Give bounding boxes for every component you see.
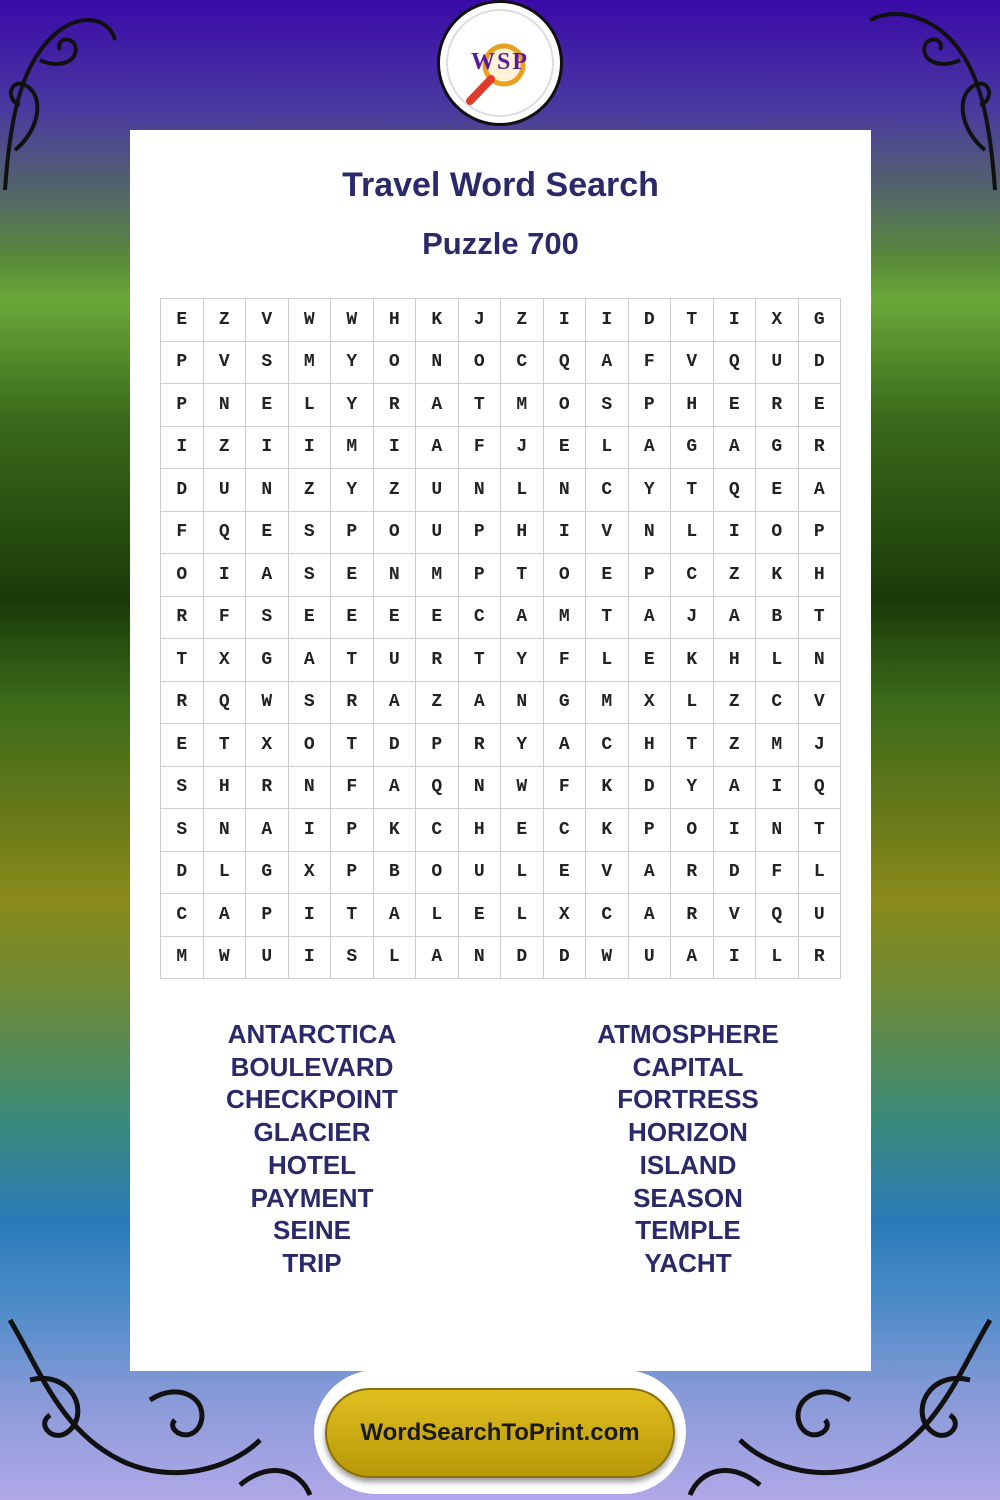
grid-cell[interactable]: A — [714, 767, 757, 810]
logo-letters: WSP — [470, 49, 529, 75]
grid-cell[interactable]: B — [756, 597, 799, 640]
grid-cell[interactable]: K — [374, 809, 417, 852]
grid-cell[interactable]: Y — [671, 767, 714, 810]
grid-cell[interactable]: E — [501, 809, 544, 852]
word-list-item: HORIZON — [628, 1117, 748, 1148]
grid-cell[interactable]: W — [204, 937, 247, 980]
grid-cell[interactable]: M — [416, 554, 459, 597]
grid-cell[interactable]: A — [714, 597, 757, 640]
grid-cell[interactable]: R — [671, 894, 714, 937]
grid-cell[interactable]: F — [459, 427, 502, 470]
grid-cell[interactable]: H — [459, 809, 502, 852]
grid-cell[interactable]: A — [374, 767, 417, 810]
grid-cell[interactable]: Z — [714, 724, 757, 767]
grid-cell[interactable]: N — [204, 384, 247, 427]
grid-cell[interactable]: O — [161, 554, 204, 597]
grid-cell[interactable]: V — [204, 342, 247, 385]
grid-cell[interactable]: N — [204, 809, 247, 852]
grid-cell[interactable]: H — [374, 299, 417, 342]
grid-cell[interactable]: U — [459, 852, 502, 895]
word-list-right — [538, 1018, 838, 1280]
puzzle-panel — [130, 130, 871, 1371]
grid-cell[interactable]: T — [799, 597, 842, 640]
grid-cell[interactable]: O — [416, 852, 459, 895]
grid-cell[interactable]: F — [629, 342, 672, 385]
grid-cell[interactable]: U — [799, 894, 842, 937]
grid-cell[interactable]: W — [586, 937, 629, 980]
grid-cell[interactable]: P — [331, 852, 374, 895]
grid-cell[interactable]: F — [161, 512, 204, 555]
grid-cell[interactable]: E — [289, 597, 332, 640]
grid-cell[interactable]: M — [289, 342, 332, 385]
grid-cell[interactable]: E — [161, 299, 204, 342]
grid-cell[interactable]: A — [629, 894, 672, 937]
grid-cell[interactable]: R — [671, 852, 714, 895]
grid-cell[interactable]: Q — [756, 894, 799, 937]
corner-ornament-top-left — [0, 0, 130, 200]
grid-cell[interactable]: L — [586, 639, 629, 682]
grid-cell[interactable]: T — [671, 724, 714, 767]
grid-cell[interactable]: K — [586, 809, 629, 852]
grid-cell[interactable]: T — [331, 724, 374, 767]
grid-cell[interactable]: P — [331, 512, 374, 555]
grid-cell[interactable]: A — [629, 427, 672, 470]
grid-cell[interactable]: J — [501, 427, 544, 470]
grid-cell[interactable]: L — [671, 512, 714, 555]
grid-cell[interactable]: R — [161, 682, 204, 725]
grid-cell[interactable]: C — [161, 894, 204, 937]
grid-cell[interactable]: E — [544, 427, 587, 470]
grid-cell[interactable]: G — [799, 299, 842, 342]
grid-cell[interactable]: R — [799, 427, 842, 470]
grid-cell[interactable]: A — [416, 937, 459, 980]
grid-cell[interactable]: U — [204, 469, 247, 512]
grid-cell[interactable]: D — [544, 937, 587, 980]
grid-cell[interactable]: X — [629, 682, 672, 725]
grid-cell[interactable]: R — [331, 682, 374, 725]
grid-cell[interactable]: Q — [416, 767, 459, 810]
grid-cell[interactable]: T — [161, 639, 204, 682]
grid-cell[interactable]: I — [289, 809, 332, 852]
grid-cell[interactable]: U — [416, 469, 459, 512]
grid-cell[interactable]: L — [671, 682, 714, 725]
grid-cell[interactable]: R — [459, 724, 502, 767]
grid-cell[interactable]: A — [544, 724, 587, 767]
grid-cell[interactable]: W — [331, 299, 374, 342]
grid-cell[interactable]: Y — [331, 342, 374, 385]
grid-cell[interactable]: X — [544, 894, 587, 937]
grid-cell[interactable]: I — [204, 554, 247, 597]
grid-cell[interactable]: K — [671, 639, 714, 682]
grid-cell[interactable]: O — [374, 512, 417, 555]
grid-cell[interactable]: C — [586, 469, 629, 512]
grid-cell[interactable]: L — [204, 852, 247, 895]
grid-cell[interactable]: U — [374, 639, 417, 682]
grid-cell[interactable]: L — [756, 639, 799, 682]
grid-cell[interactable]: K — [416, 299, 459, 342]
grid-cell[interactable]: X — [204, 639, 247, 682]
grid-cell[interactable]: T — [671, 469, 714, 512]
grid-cell[interactable]: R — [756, 384, 799, 427]
grid-cell[interactable]: I — [586, 299, 629, 342]
page-title: Travel Word Search — [342, 166, 659, 204]
letter-grid — [160, 298, 841, 979]
grid-cell[interactable]: P — [629, 809, 672, 852]
grid-cell[interactable]: O — [544, 554, 587, 597]
word-list-left — [162, 1018, 462, 1280]
site-logo[interactable] — [437, 0, 563, 126]
grid-cell[interactable]: Y — [331, 384, 374, 427]
word-list-item: SEASON — [633, 1182, 743, 1213]
grid-cell[interactable]: Z — [289, 469, 332, 512]
grid-cell[interactable]: A — [374, 894, 417, 937]
grid-cell[interactable]: R — [799, 937, 842, 980]
grid-cell[interactable]: O — [289, 724, 332, 767]
word-list-item: ISLAND — [639, 1149, 737, 1180]
grid-cell[interactable]: V — [586, 512, 629, 555]
grid-cell[interactable]: D — [161, 852, 204, 895]
grid-cell[interactable]: O — [374, 342, 417, 385]
grid-cell[interactable]: T — [459, 384, 502, 427]
grid-cell[interactable]: F — [756, 852, 799, 895]
grid-cell[interactable]: K — [756, 554, 799, 597]
grid-cell[interactable]: P — [459, 554, 502, 597]
grid-cell[interactable]: N — [756, 809, 799, 852]
grid-cell[interactable]: C — [671, 554, 714, 597]
grid-cell[interactable]: M — [161, 937, 204, 980]
grid-cell[interactable]: W — [501, 767, 544, 810]
grid-cell[interactable]: G — [756, 427, 799, 470]
word-list-item: GLACIER — [253, 1117, 371, 1148]
grid-cell[interactable]: I — [161, 427, 204, 470]
grid-cell[interactable]: U — [246, 937, 289, 980]
grid-cell[interactable]: S — [161, 809, 204, 852]
grid-cell[interactable]: I — [289, 427, 332, 470]
grid-cell[interactable]: N — [799, 639, 842, 682]
grid-cell[interactable]: N — [416, 342, 459, 385]
grid-cell[interactable]: S — [161, 767, 204, 810]
grid-cell[interactable]: A — [671, 937, 714, 980]
grid-cell[interactable]: A — [629, 852, 672, 895]
grid-cell[interactable]: Z — [204, 299, 247, 342]
grid-cell[interactable]: E — [161, 724, 204, 767]
grid-cell[interactable]: T — [501, 554, 544, 597]
grid-cell[interactable]: S — [289, 512, 332, 555]
grid-cell[interactable]: O — [459, 342, 502, 385]
grid-cell[interactable]: F — [331, 767, 374, 810]
grid-cell[interactable]: C — [544, 809, 587, 852]
grid-cell[interactable]: A — [586, 342, 629, 385]
grid-cell[interactable]: T — [799, 809, 842, 852]
word-list-item: FORTRESS — [617, 1084, 759, 1115]
grid-cell[interactable]: N — [246, 469, 289, 512]
grid-cell[interactable]: O — [756, 512, 799, 555]
grid-cell[interactable]: E — [714, 384, 757, 427]
grid-cell[interactable]: I — [374, 427, 417, 470]
grid-cell[interactable]: U — [416, 512, 459, 555]
grid-cell[interactable]: Y — [629, 469, 672, 512]
grid-cell[interactable]: I — [714, 809, 757, 852]
grid-cell[interactable]: S — [289, 682, 332, 725]
grid-cell[interactable]: I — [714, 937, 757, 980]
grid-cell[interactable]: I — [544, 299, 587, 342]
grid-cell[interactable]: R — [374, 384, 417, 427]
grid-cell[interactable]: G — [246, 852, 289, 895]
grid-cell[interactable]: A — [501, 597, 544, 640]
grid-cell[interactable]: D — [501, 937, 544, 980]
grid-cell[interactable]: E — [246, 512, 289, 555]
grid-cell[interactable]: I — [289, 894, 332, 937]
grid-cell[interactable]: E — [331, 597, 374, 640]
grid-cell[interactable]: T — [204, 724, 247, 767]
grid-cell[interactable]: Q — [714, 469, 757, 512]
grid-cell[interactable]: E — [799, 384, 842, 427]
grid-cell[interactable]: L — [416, 894, 459, 937]
grid-cell[interactable]: Y — [501, 724, 544, 767]
grid-cell[interactable]: A — [246, 554, 289, 597]
grid-cell[interactable]: H — [799, 554, 842, 597]
grid-cell[interactable]: A — [714, 427, 757, 470]
word-list-item: PAYMENT — [250, 1182, 374, 1213]
grid-cell[interactable]: G — [544, 682, 587, 725]
grid-cell[interactable]: S — [246, 342, 289, 385]
grid-cell[interactable]: P — [416, 724, 459, 767]
grid-cell[interactable]: Z — [714, 554, 757, 597]
grid-cell[interactable]: K — [586, 767, 629, 810]
grid-cell[interactable]: C — [756, 682, 799, 725]
word-list-item: HOTEL — [267, 1149, 357, 1180]
grid-cell[interactable]: L — [586, 427, 629, 470]
grid-cell[interactable]: O — [544, 384, 587, 427]
grid-cell[interactable]: L — [501, 469, 544, 512]
grid-cell[interactable]: V — [714, 894, 757, 937]
grid-cell[interactable]: J — [459, 299, 502, 342]
grid-cell[interactable]: P — [161, 342, 204, 385]
grid-cell[interactable]: Z — [714, 682, 757, 725]
grid-cell[interactable]: N — [544, 469, 587, 512]
grid-cell[interactable]: U — [756, 342, 799, 385]
grid-cell[interactable]: S — [331, 937, 374, 980]
grid-cell[interactable]: V — [246, 299, 289, 342]
grid-cell[interactable]: A — [289, 639, 332, 682]
grid-cell[interactable]: L — [756, 937, 799, 980]
puzzle-number: Puzzle 700 — [422, 226, 579, 261]
grid-cell[interactable]: Z — [374, 469, 417, 512]
grid-cell[interactable]: Q — [714, 342, 757, 385]
word-list-item: SEINE — [272, 1215, 352, 1246]
grid-cell[interactable]: O — [671, 809, 714, 852]
grid-cell[interactable]: P — [629, 384, 672, 427]
grid-cell[interactable]: Q — [544, 342, 587, 385]
grid-cell[interactable]: S — [289, 554, 332, 597]
grid-cell[interactable]: T — [331, 894, 374, 937]
grid-cell[interactable]: P — [459, 512, 502, 555]
grid-cell[interactable]: V — [671, 342, 714, 385]
word-list-item: ATMOSPHERE — [597, 1019, 779, 1049]
grid-cell[interactable]: T — [586, 597, 629, 640]
word-list-item: ANTARCTICA — [227, 1019, 397, 1049]
grid-cell[interactable]: P — [799, 512, 842, 555]
grid-cell[interactable]: M — [331, 427, 374, 470]
grid-cell[interactable]: E — [756, 469, 799, 512]
grid-cell[interactable]: W — [289, 299, 332, 342]
grid-cell[interactable]: Z — [204, 427, 247, 470]
grid-cell[interactable]: F — [544, 639, 587, 682]
grid-cell[interactable]: R — [161, 597, 204, 640]
grid-cell[interactable]: N — [629, 512, 672, 555]
grid-cell[interactable]: A — [459, 682, 502, 725]
word-list-item: BOULEVARD — [230, 1051, 394, 1082]
grid-cell[interactable]: S — [586, 384, 629, 427]
grid-cell[interactable]: C — [459, 597, 502, 640]
grid-cell[interactable]: T — [671, 299, 714, 342]
grid-cell[interactable]: I — [756, 767, 799, 810]
grid-cell[interactable]: C — [501, 342, 544, 385]
grid-cell[interactable]: D — [374, 724, 417, 767]
grid-cell[interactable]: C — [586, 724, 629, 767]
grid-cell[interactable]: V — [799, 682, 842, 725]
grid-cell[interactable]: E — [629, 639, 672, 682]
grid-cell[interactable]: H — [501, 512, 544, 555]
grid-cell[interactable]: S — [246, 597, 289, 640]
grid-cell[interactable]: E — [586, 554, 629, 597]
word-list-item: TEMPLE — [635, 1215, 741, 1246]
grid-cell[interactable]: Q — [204, 682, 247, 725]
grid-cell[interactable]: X — [756, 299, 799, 342]
grid-cell[interactable]: M — [756, 724, 799, 767]
grid-cell[interactable]: J — [671, 597, 714, 640]
grid-cell[interactable]: I — [714, 299, 757, 342]
grid-cell[interactable]: I — [544, 512, 587, 555]
grid-cell[interactable]: E — [246, 384, 289, 427]
grid-cell[interactable]: R — [416, 639, 459, 682]
grid-cell[interactable]: H — [714, 639, 757, 682]
grid-cell[interactable]: C — [416, 809, 459, 852]
grid-cell[interactable]: A — [416, 427, 459, 470]
site-link-button[interactable]: WordSearchToPrint.com — [325, 1388, 675, 1478]
grid-cell[interactable]: P — [161, 384, 204, 427]
grid-cell[interactable]: H — [671, 384, 714, 427]
grid-cell[interactable]: I — [246, 427, 289, 470]
grid-cell[interactable]: H — [629, 724, 672, 767]
grid-cell[interactable]: A — [374, 682, 417, 725]
grid-cell[interactable]: N — [289, 767, 332, 810]
grid-cell[interactable]: D — [714, 852, 757, 895]
grid-cell[interactable]: W — [246, 682, 289, 725]
grid-cell[interactable]: M — [501, 384, 544, 427]
grid-cell[interactable]: N — [459, 937, 502, 980]
grid-cell[interactable]: N — [459, 767, 502, 810]
grid-cell[interactable]: P — [246, 894, 289, 937]
grid-cell[interactable]: N — [501, 682, 544, 725]
grid-cell[interactable]: J — [799, 724, 842, 767]
grid-cell[interactable]: X — [246, 724, 289, 767]
grid-cell[interactable]: L — [799, 852, 842, 895]
grid-cell[interactable]: G — [671, 427, 714, 470]
grid-cell[interactable]: N — [374, 554, 417, 597]
grid-cell[interactable]: Z — [416, 682, 459, 725]
grid-cell[interactable]: P — [629, 554, 672, 597]
grid-cell[interactable]: X — [289, 852, 332, 895]
grid-cell[interactable]: Z — [501, 299, 544, 342]
grid-cell[interactable]: M — [586, 682, 629, 725]
grid-cell[interactable]: F — [204, 597, 247, 640]
grid-cell[interactable]: Y — [331, 469, 374, 512]
grid-cell[interactable]: E — [374, 597, 417, 640]
grid-cell[interactable]: D — [629, 767, 672, 810]
grid-cell[interactable]: A — [799, 469, 842, 512]
grid-cell[interactable]: P — [331, 809, 374, 852]
grid-cell[interactable]: D — [161, 469, 204, 512]
grid-cell[interactable]: L — [501, 894, 544, 937]
grid-cell[interactable]: A — [629, 597, 672, 640]
word-list-item: CAPITAL — [632, 1051, 744, 1082]
grid-cell[interactable]: U — [629, 937, 672, 980]
grid-cell[interactable]: E — [331, 554, 374, 597]
word-list-item: CHECKPOINT — [226, 1084, 398, 1115]
grid-cell[interactable]: E — [416, 597, 459, 640]
grid-cell[interactable]: Q — [204, 512, 247, 555]
grid-cell[interactable]: T — [459, 639, 502, 682]
grid-cell[interactable]: L — [374, 937, 417, 980]
grid-cell[interactable]: Y — [501, 639, 544, 682]
grid-cell[interactable]: G — [246, 639, 289, 682]
grid-cell[interactable]: E — [544, 852, 587, 895]
grid-cell[interactable]: I — [289, 937, 332, 980]
word-list-item: TRIP — [282, 1247, 342, 1278]
grid-cell[interactable]: A — [416, 384, 459, 427]
grid-cell[interactable]: T — [331, 639, 374, 682]
grid-cell[interactable]: N — [459, 469, 502, 512]
grid-cell[interactable]: V — [586, 852, 629, 895]
grid-cell[interactable]: A — [246, 809, 289, 852]
grid-cell[interactable]: R — [246, 767, 289, 810]
grid-cell[interactable]: H — [204, 767, 247, 810]
grid-cell[interactable]: A — [204, 894, 247, 937]
grid-cell[interactable]: D — [799, 342, 842, 385]
grid-cell[interactable]: D — [629, 299, 672, 342]
grid-cell[interactable]: L — [289, 384, 332, 427]
word-list-item: YACHT — [644, 1247, 732, 1278]
grid-cell[interactable]: M — [544, 597, 587, 640]
grid-cell[interactable]: C — [586, 894, 629, 937]
grid-cell[interactable]: Q — [799, 767, 842, 810]
grid-cell[interactable]: I — [714, 512, 757, 555]
grid-cell[interactable]: L — [501, 852, 544, 895]
grid-cell[interactable]: B — [374, 852, 417, 895]
grid-cell[interactable]: F — [544, 767, 587, 810]
grid-cell[interactable]: E — [459, 894, 502, 937]
